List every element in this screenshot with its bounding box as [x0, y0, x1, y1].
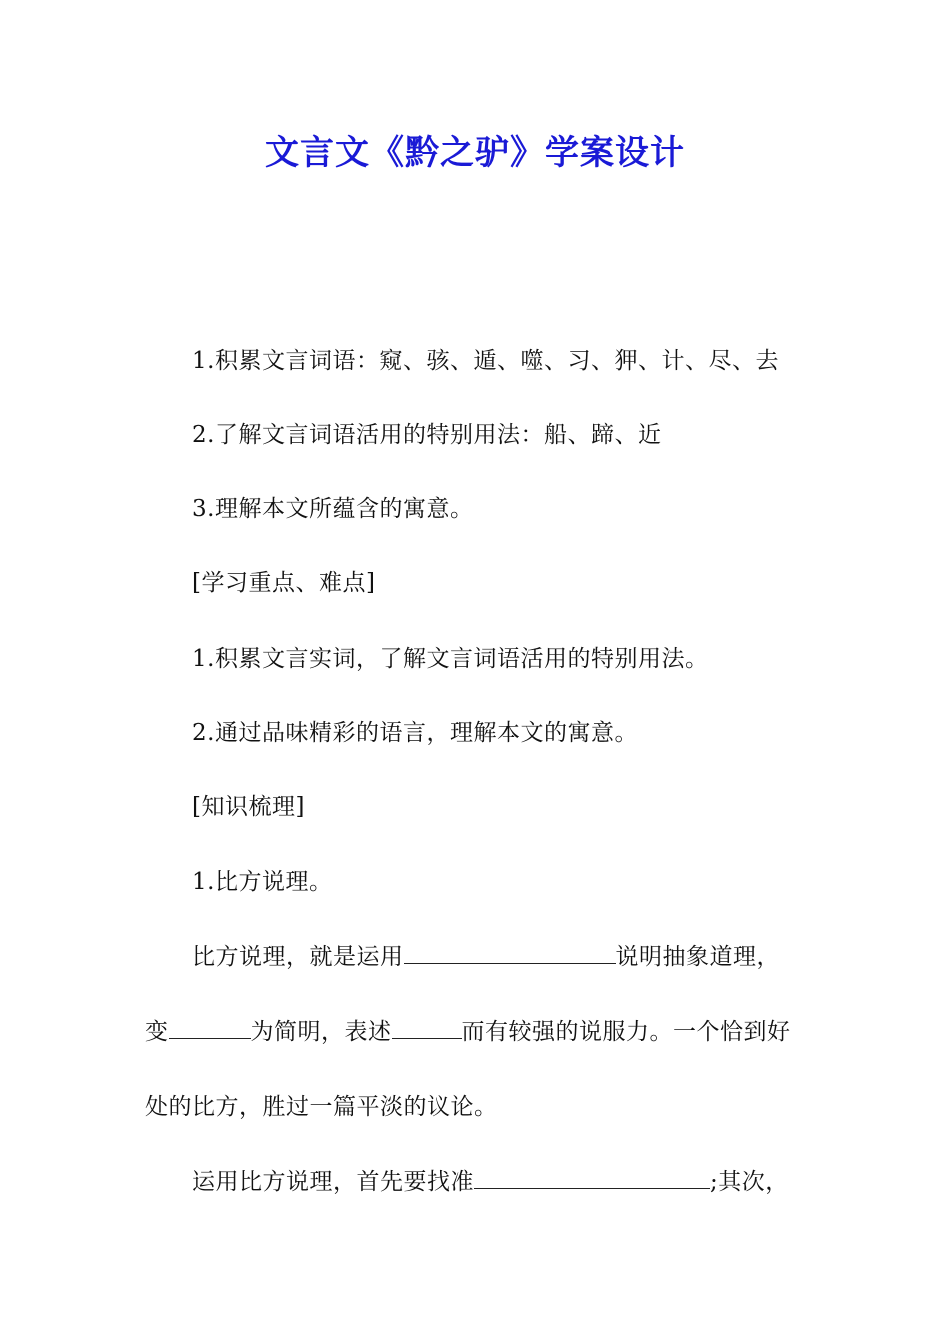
objective-2: 2.了解文言词语活用的特别用法：船、蹄、近 — [192, 422, 662, 448]
section-heading-knowledge: [知识梳理] — [192, 794, 305, 820]
paragraph-1-line-1 — [192, 941, 780, 973]
fill-blank-1[interactable] — [404, 941, 616, 964]
knowledge-item-1: 1.比方说理。 — [192, 869, 333, 895]
text-segment: 变 — [145, 1019, 169, 1045]
section-heading-focus: [学习重点、难点] — [192, 570, 376, 596]
focus-item-1: 1.积累文言实词，了解文言词语活用的特别用法。 — [192, 646, 709, 672]
text-segment: 为简明，表述 — [250, 1019, 392, 1045]
objective-3: 3.理解本文所蕴含的寓意。 — [192, 496, 474, 522]
fill-blank-2[interactable] — [169, 1016, 251, 1039]
objective-1: 1.积累文言词语：窥、骇、遁、噬、习、狎、计、尽、去 — [192, 348, 779, 374]
paragraph-2-line-1 — [192, 1166, 789, 1198]
text-segment: 而有较强的说服力。一个恰到好 — [461, 1019, 791, 1045]
focus-item-2: 2.通过品味精彩的语言，理解本文的寓意。 — [192, 720, 638, 746]
paragraph-1-line-3: 处的比方，胜过一篇平淡的议论。 — [145, 1094, 498, 1120]
text-segment: ;其次， — [710, 1169, 789, 1195]
fill-blank-3[interactable] — [392, 1016, 462, 1039]
text-segment: 运用比方说理，首先要找准 — [192, 1169, 474, 1195]
text-segment: 比方说理，就是运用 — [192, 944, 404, 970]
document-title: 文言文《黔之驴》学案设计 — [265, 133, 685, 173]
paragraph-1-line-2 — [145, 1016, 791, 1048]
fill-blank-4[interactable] — [474, 1166, 710, 1189]
text-segment: 说明抽象道理， — [615, 944, 780, 970]
